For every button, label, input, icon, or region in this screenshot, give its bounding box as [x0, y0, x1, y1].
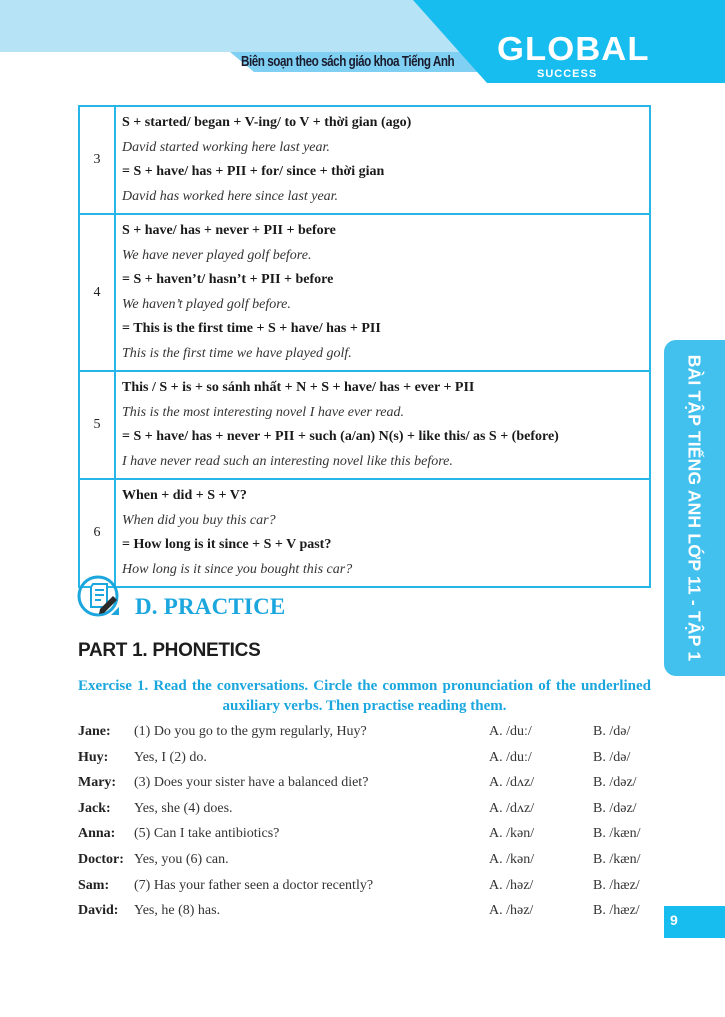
table-row — [79, 106, 650, 214]
structure-formula: This / S + is + so sánh nhất + N + S + have/ has + ever + PII — [122, 380, 475, 395]
dialog-row — [78, 848, 658, 874]
notebook-pencil-icon — [77, 575, 121, 619]
example-sentence: This is the first time we have played golf. — [122, 345, 352, 361]
header-subtitle: Biên soạn theo sách giáo khoa Tiếng Anh — [241, 53, 455, 70]
example-sentence: When did you buy this car? — [122, 512, 276, 528]
structure-formula: = S + haven’t/ hasn’t + PII + before — [122, 272, 334, 287]
dialog-line: (3) Does your sister have a balanced diet? — [134, 775, 369, 791]
grammar-table — [78, 105, 651, 588]
row-content — [115, 106, 650, 214]
option-b[interactable]: B. /kæn/ — [593, 826, 641, 842]
option-a[interactable]: A. /kən/ — [489, 826, 535, 842]
example-sentence: This is the most interesting novel I have ever read. — [122, 404, 405, 420]
option-b[interactable]: B. /hæz/ — [593, 877, 640, 893]
speaker-name: Sam: — [78, 877, 110, 893]
dialog-line: Yes, I (2) do. — [134, 749, 207, 765]
table-row — [79, 479, 650, 587]
speaker-name: Jack: — [78, 800, 111, 816]
page-number: 9 — [670, 912, 678, 928]
row-number: 4 — [79, 214, 115, 371]
part-title: PART 1. PHONETICS — [78, 640, 261, 661]
option-b[interactable]: B. /də/ — [593, 749, 631, 765]
exercise-title: Exercise 1. Read the conversations. Circle the common pronunciation of the underlined auxiliary verbs. Then practise reading them. — [78, 678, 651, 714]
option-b[interactable]: B. /dəz/ — [593, 775, 637, 791]
table-row — [79, 371, 650, 479]
dialog-list — [78, 720, 658, 925]
dialog-row — [78, 874, 658, 900]
structure-formula: = How long is it since + S + V past? — [122, 537, 332, 552]
dialog-row — [78, 899, 658, 925]
row-content — [115, 214, 650, 371]
speaker-name: Doctor: — [78, 851, 124, 867]
dialog-row — [78, 746, 658, 772]
row-content — [115, 371, 650, 479]
section-title: D. PRACTICE — [135, 594, 286, 619]
side-tab-label: BÀI TẬP TIẾNG ANH LỚP 11 - TẬP 1 — [684, 354, 705, 662]
dialog-line: Yes, you (6) can. — [134, 851, 229, 867]
option-a[interactable]: A. /dʌz/ — [489, 775, 535, 791]
brand-logo-sub: SUCCESS — [537, 68, 598, 80]
example-sentence: David started working here last year. — [122, 139, 330, 155]
dialog-row — [78, 822, 658, 848]
structure-formula: = S + have/ has + PII + for/ since + thời gian — [122, 164, 385, 179]
option-a[interactable]: A. /duː/ — [489, 749, 532, 765]
example-sentence: I have never read such an interesting novel like this before. — [122, 453, 453, 469]
dialog-row — [78, 771, 658, 797]
example-sentence: David has worked here since last year. — [122, 188, 339, 204]
dialog-row — [78, 720, 658, 746]
option-b[interactable]: B. /də/ — [593, 724, 631, 739]
structure-formula: = S + have/ has + never + PII + such (a/an) N(s) + like this/ as S + (before) — [122, 429, 559, 444]
option-a[interactable]: A. /duː/ — [489, 724, 532, 739]
dialog-line: (5) Can I take antibiotics? — [134, 826, 280, 842]
speaker-name: Mary: — [78, 775, 117, 791]
table-row — [79, 214, 650, 371]
option-a[interactable]: A. /həz/ — [489, 877, 534, 893]
structure-formula: S + started/ began + V-ing/ to V + thời gian (ago) — [122, 115, 412, 130]
option-b[interactable]: B. /hæz/ — [593, 903, 640, 919]
speaker-name: David: — [78, 903, 119, 919]
row-number: 6 — [79, 479, 115, 587]
dialog-row — [78, 797, 658, 823]
example-sentence: How long is it since you bought this car? — [122, 561, 353, 577]
option-a[interactable]: A. /kən/ — [489, 851, 535, 867]
dialog-line: Yes, she (4) does. — [134, 800, 233, 816]
dialog-line: Yes, he (8) has. — [134, 903, 221, 919]
option-a[interactable]: A. /həz/ — [489, 903, 534, 919]
structure-formula: When + did + S + V? — [122, 488, 247, 503]
row-number: 5 — [79, 371, 115, 479]
dialog-line: (1) Do you go to the gym regularly, Huy? — [134, 724, 367, 739]
structure-formula: S + have/ has + never + PII + before — [122, 223, 336, 238]
brand-logo: GLOBAL — [497, 30, 650, 67]
example-sentence: We haven’t played golf before. — [122, 296, 291, 312]
speaker-name: Anna: — [78, 826, 116, 842]
structure-formula: = This is the first time + S + have/ has + PII — [122, 321, 381, 336]
option-b[interactable]: B. /kæn/ — [593, 851, 641, 867]
example-sentence: We have never played golf before. — [122, 247, 312, 263]
speaker-name: Huy: — [78, 749, 109, 765]
speaker-name: Jane: — [78, 724, 111, 739]
option-a[interactable]: A. /dʌz/ — [489, 800, 535, 816]
option-b[interactable]: B. /dəz/ — [593, 800, 637, 816]
row-number: 3 — [79, 106, 115, 214]
row-content — [115, 479, 650, 587]
dialog-line: (7) Has your father seen a doctor recently? — [134, 877, 374, 893]
